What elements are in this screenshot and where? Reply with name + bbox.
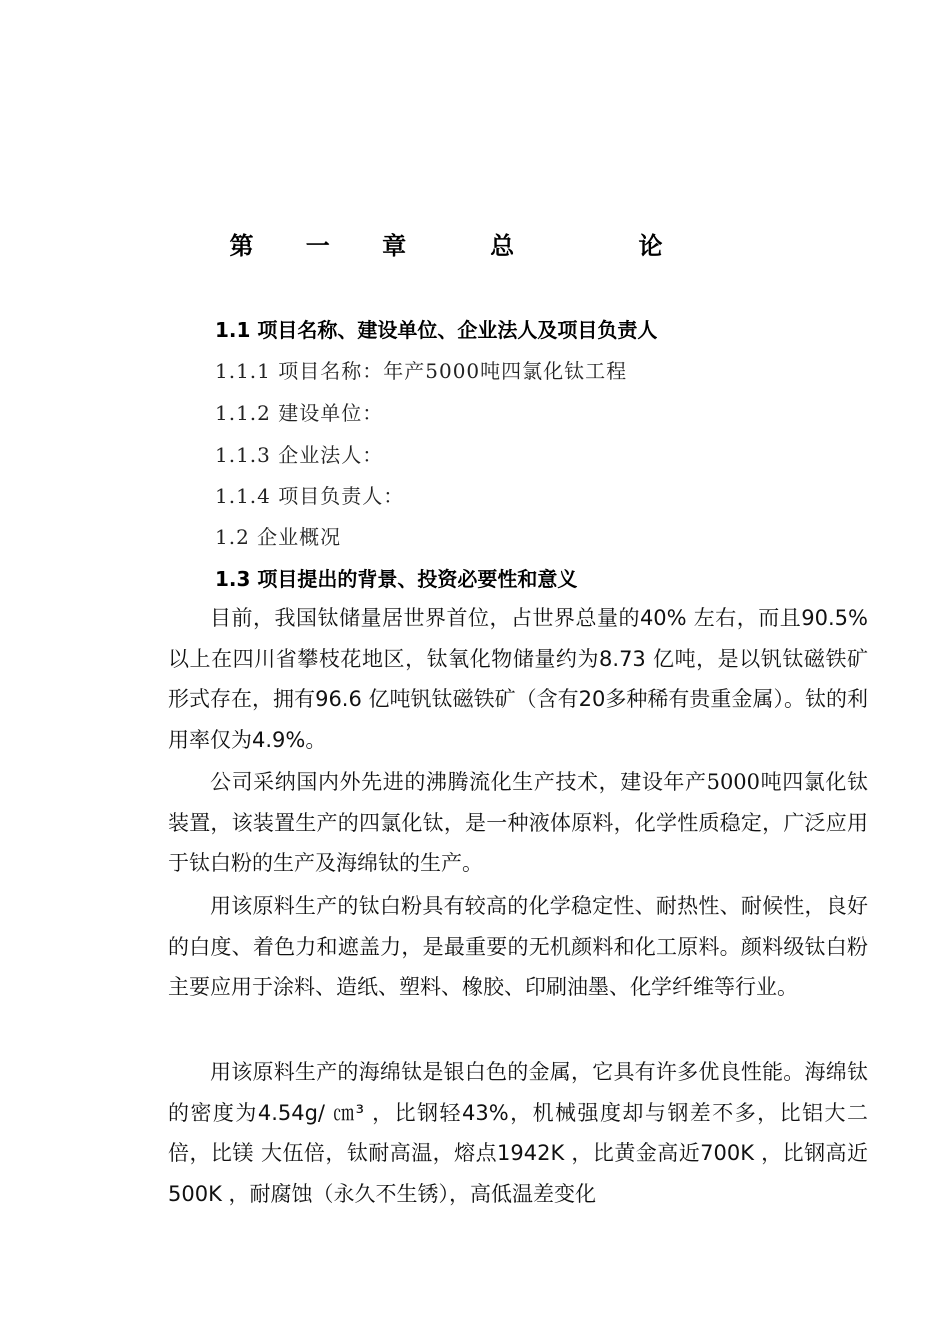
chapter-label: 第 一 章	[229, 232, 429, 260]
section-1-1-2: 1.1.2 建设单位：	[215, 401, 384, 425]
section-1-3-heading: 1.3 项目提出的背景、投资必要性和意义	[215, 567, 578, 591]
paragraph-titanium-dioxide	[168, 886, 868, 1008]
section-1-1-heading: 1.1 项目名称、建设单位、企业法人及项目负责人	[215, 318, 658, 342]
chapter-title: 总 论	[490, 232, 721, 260]
paragraph-text: 目前，我国钛储量居世界首位，占世界总量的40% 左右，而且90.5% 以上在四川省攀枝花地区，钛氧化物储量约为8.73 亿吨，是以钒钛磁铁矿形式存在，拥有96.6 亿吨钒钛磁铁矿（含有20多种稀有贵重金属）。钛的利用率仅为4.9%。	[168, 606, 868, 752]
section-1-2: 1.2 企业概况	[215, 525, 342, 549]
chapter-heading	[0, 226, 950, 261]
paragraph-production-tech	[168, 762, 868, 884]
paragraph-text-properties: 海绵钛是银白色的金属，它具有许多优良性能。海绵钛的密度为4.54g/ ㎝³ ，比钢轻43%，机械强度却与钢差不多，比铝大二倍，比镁 大伍倍，钛耐高温，熔点1942K ，比黄金高近700K ，比钢高近500K ，耐腐蚀（永久不生锈），高低温差变化	[168, 1060, 869, 1206]
section-1-1-1: 1.1.1 项目名称：年产5000吨四氯化钛工程	[215, 359, 628, 383]
section-1-1-3: 1.1.3 企业法人：	[215, 443, 384, 467]
paragraph-titanium-sponge	[168, 1052, 868, 1214]
paragraph-text: 公司采纳国内外先进的沸腾流化生产技术，建设年产5000吨四氯化钛装置，该装置生产的四氯化钛，是一种液体原料，化学性质稳定，广泛应用于钛白粉的生产及海绵钛的生产。	[168, 770, 868, 875]
section-1-1-4: 1.1.4 项目负责人：	[215, 484, 405, 508]
paragraph-text: 用该原料生产的钛白粉具有较高的化学稳定性、耐热性、耐候性，良好的白度、着色力和遮盖力，是最重要的无机颜料和化工原料。颜料级钛白粉主要应用于涂料、造纸、塑料、橡胶、印刷油墨、化学纤维等行业。	[168, 894, 868, 999]
paragraph-text-intro: 用该原料生产的	[210, 1060, 359, 1084]
paragraph-titanium-reserves	[168, 598, 868, 760]
